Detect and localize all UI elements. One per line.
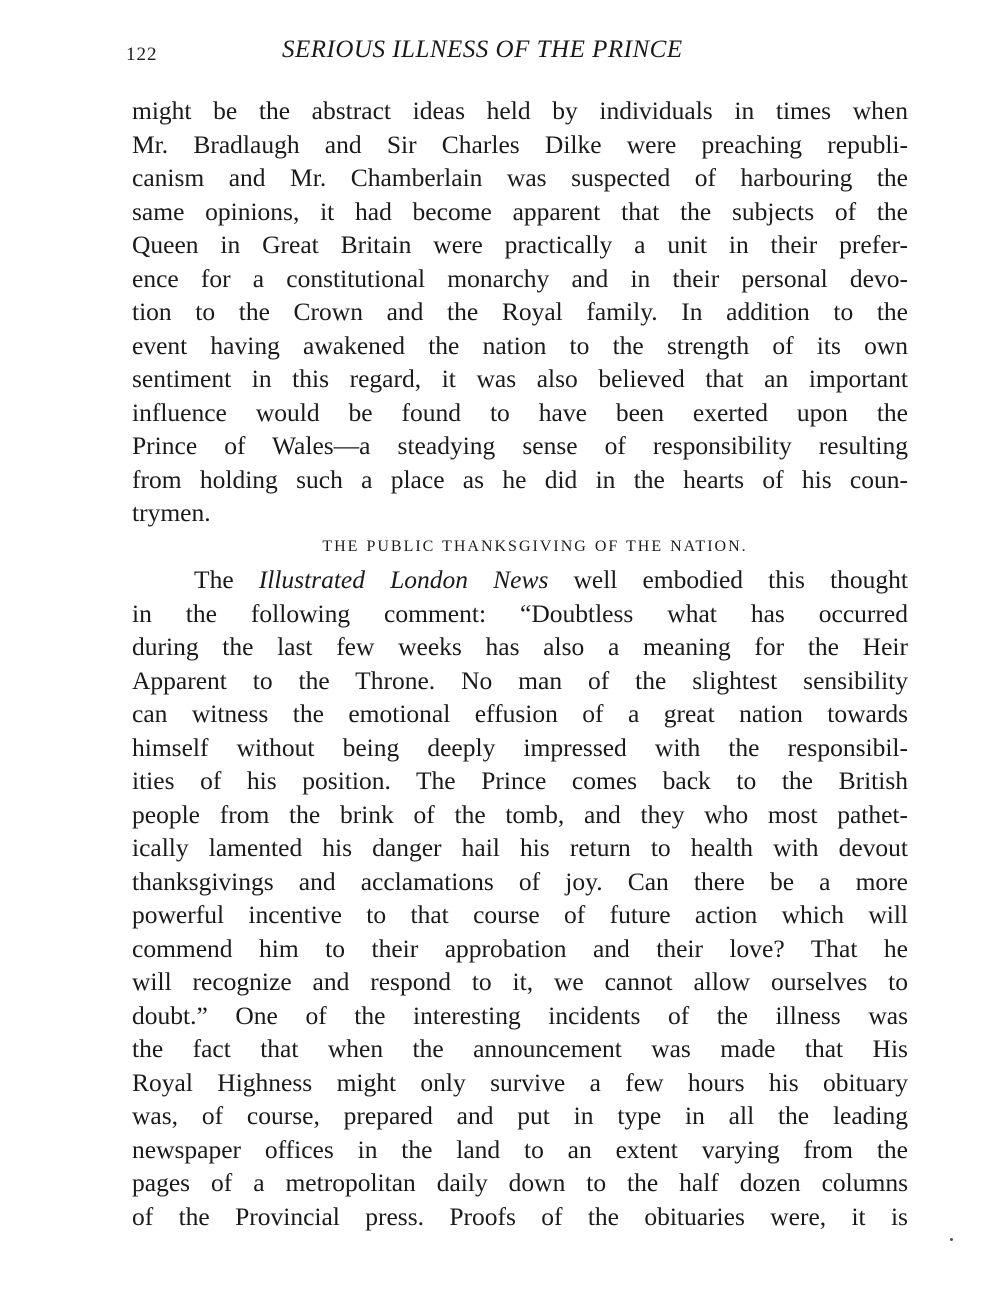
text-line: ence for a constitutional monarchy and in their personal devo- bbox=[132, 263, 908, 293]
text-line: sentiment in this regard, it was also believed that an important bbox=[132, 364, 908, 393]
text-line: can witness the emotional effusion of a great nation towards bbox=[132, 699, 908, 728]
text-line: himself without being deeply impressed with the responsibil- bbox=[132, 732, 908, 762]
text-line: Mr. Bradlaugh and Sir Charles Dilke were preaching republi- bbox=[132, 129, 908, 159]
text-line: in the following comment: “Doubtless what has occurred bbox=[132, 598, 908, 628]
text-line: influence would be found to have been exerted upon the bbox=[132, 397, 908, 427]
text-line: Prince of Wales—a steadying sense of responsibility resulting bbox=[132, 431, 908, 460]
text-line: ically lamented his danger hail his return to health with devout bbox=[132, 833, 908, 862]
text-line: tion to the Crown and the Royal family. In addition to the bbox=[132, 297, 908, 326]
text-segment: well embodied this thought bbox=[548, 565, 908, 594]
text-line: powerful incentive to that course of future action which will bbox=[132, 900, 908, 929]
text-line: pages of a metropolitan daily down to the half dozen columns bbox=[132, 1168, 908, 1197]
text-line: will recognize and respond to it, we cannot allow ourselves to bbox=[132, 967, 908, 996]
text-line: was, of course, prepared and put in type in all the leading bbox=[132, 1101, 908, 1130]
text-line: might be the abstract ideas held by individuals in times when bbox=[132, 96, 908, 125]
text-line: newspaper offices in the land to an extent varying from the bbox=[132, 1134, 908, 1164]
text-line: trymen. bbox=[132, 498, 211, 527]
text-line bbox=[132, 563, 908, 597]
text-line: Royal Highness might only survive a few hours his obituary bbox=[132, 1067, 908, 1097]
text-line: ities of his position. The Prince comes back to the British bbox=[132, 766, 908, 795]
text-line: doubt.” One of the interesting incidents of the illness was bbox=[132, 1000, 908, 1030]
print-speck bbox=[950, 1238, 953, 1241]
text-line: event having awakened the nation to the strength of its own bbox=[132, 330, 908, 360]
body-text bbox=[132, 94, 908, 1233]
paragraph-1 bbox=[132, 94, 908, 530]
text-line: same opinions, it had become apparent that the subjects of the bbox=[132, 196, 908, 226]
text-segment: The bbox=[194, 565, 259, 594]
publication-title: Illustrated London News bbox=[258, 565, 549, 594]
text-line: of the Provincial press. Proofs of the obituaries were, it is bbox=[132, 1201, 908, 1231]
page-header bbox=[126, 36, 908, 70]
section-heading: THE PUBLIC THANKSGIVING OF THE NATION. bbox=[322, 537, 748, 555]
text-line: Queen in Great Britain were practically a unit in their prefer- bbox=[132, 230, 908, 259]
text-line: during the last few weeks has also a meaning for the Heir bbox=[132, 632, 908, 661]
text-line: canism and Mr. Chamberlain was suspected of harbouring the bbox=[132, 163, 908, 192]
text-line: commend him to their approbation and their love? That he bbox=[132, 933, 908, 963]
page-number: 122 bbox=[126, 44, 158, 65]
book-page bbox=[126, 36, 908, 1233]
running-head: SERIOUS ILLNESS OF THE PRINCE bbox=[282, 36, 683, 63]
text-line: from holding such a place as he did in the hearts of his coun- bbox=[132, 464, 908, 494]
text-line: Apparent to the Throne. No man of the slightest sensibility bbox=[132, 665, 908, 695]
text-line: thanksgivings and acclamations of joy. Can there be a more bbox=[132, 866, 908, 896]
text-line: the fact that when the announcement was made that His bbox=[132, 1034, 908, 1063]
text-line: people from the brink of the tomb, and they who most pathet- bbox=[132, 799, 908, 829]
paragraph-2 bbox=[132, 563, 908, 1233]
